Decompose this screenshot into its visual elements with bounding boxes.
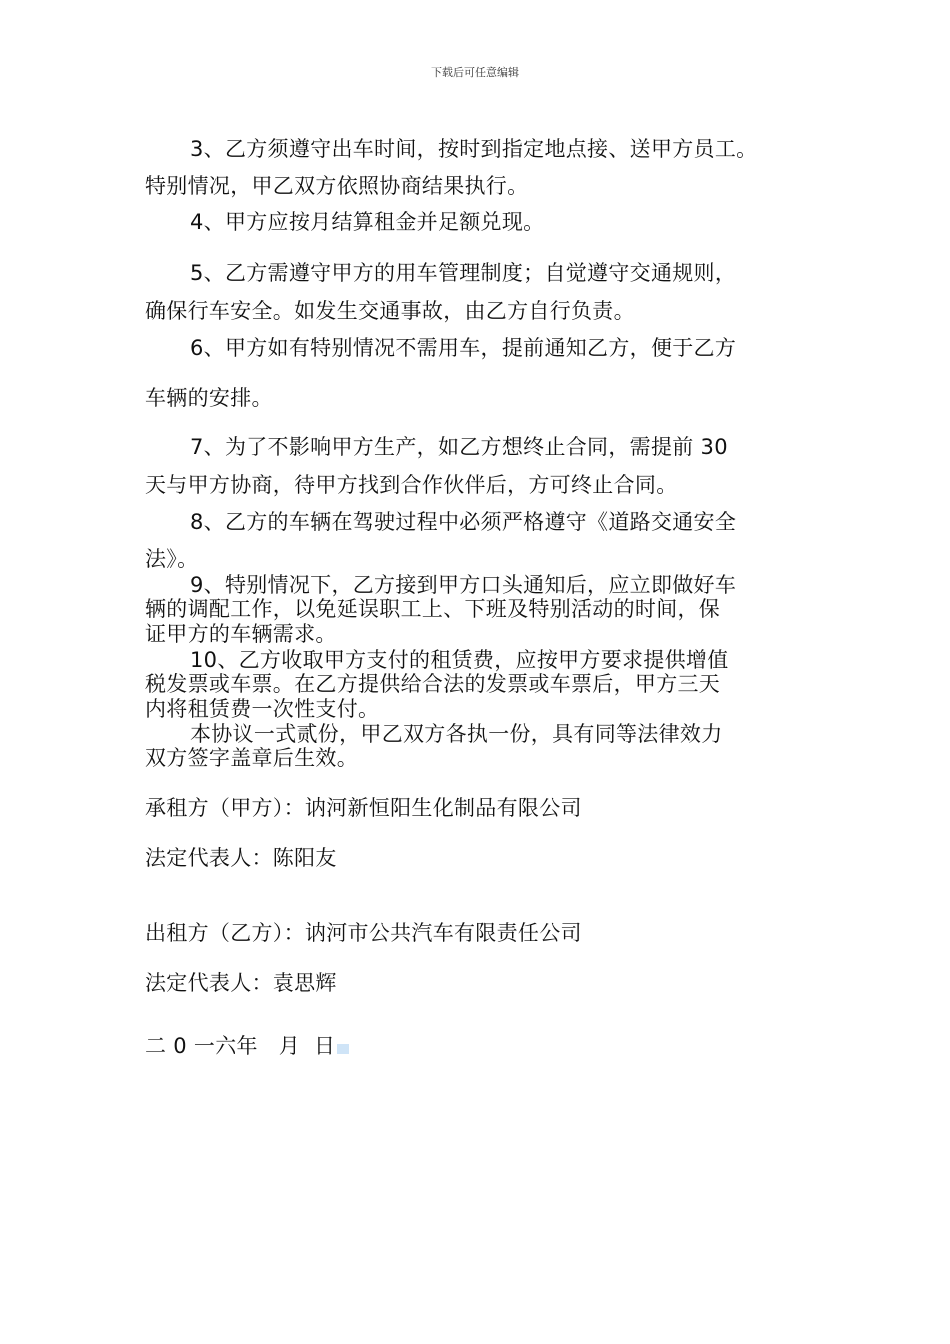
clause-10-line-3: 内将租赁费一次性支付。	[145, 697, 380, 721]
signing-date: 二 0 一六年 月 日	[145, 1034, 336, 1058]
clause-5-line-2: 确保行车安全。如发生交通事故，由乙方自行负责。	[145, 299, 635, 323]
clause-8-line-2: 法》。	[145, 547, 199, 571]
page-header: 下载后可任意编辑	[431, 66, 519, 79]
clause-10-line-1: 10、乙方收取甲方支付的租赁费，应按甲方要求提供增值	[190, 648, 729, 672]
lessee-party: 承租方（甲方）：讷河新恒阳生化制品有限公司	[145, 796, 582, 820]
lessor-party: 出租方（乙方）：讷河市公共汽车有限责任公司	[145, 921, 582, 945]
clause-9-line-1: 9、特别情况下，乙方接到甲方口头通知后，应立即做好车	[190, 573, 737, 597]
clause-3-line-1: 3、乙方须遵守出车时间，按时到指定地点接、送甲方员工。	[190, 137, 758, 161]
lessee-representative: 法定代表人：陈阳友	[145, 846, 337, 870]
lessor-representative: 法定代表人：袁思辉	[145, 971, 337, 995]
clause-10-line-2: 税发票或车票。在乙方提供给合法的发票或车票后，甲方三天	[145, 672, 721, 696]
clause-5-line-1: 5、乙方需遵守甲方的用车管理制度；自觉遵守交通规则，	[190, 261, 737, 285]
clause-7-line-1: 7、为了不影响甲方生产，如乙方想终止合同，需提前 30	[190, 435, 728, 459]
clause-6-line-2: 车辆的安排。	[145, 386, 273, 410]
clause-9-line-3: 证甲方的车辆需求。	[145, 622, 337, 646]
clause-8-line-1: 8、乙方的车辆在驾驶过程中必须严格遵守《道路交通安全	[190, 510, 737, 534]
signing-date-line	[145, 1032, 349, 1060]
clause-9-line-2: 辆的调配工作，以免延误职工上、下班及特别活动的时间，保	[145, 597, 721, 621]
clause-3-line-2: 特别情况，甲乙双方依照协商结果执行。	[145, 174, 529, 198]
clause-6-line-1: 6、甲方如有特别情况不需用车，提前通知乙方，便于乙方	[190, 336, 737, 360]
text-cursor-marker	[337, 1044, 349, 1054]
clause-7-line-2: 天与甲方协商，待甲方找到合作伙伴后，方可终止合同。	[145, 473, 678, 497]
final-clause-line-1: 本协议一式贰份，甲乙双方各执一份，具有同等法律效力	[190, 722, 723, 746]
final-clause-line-2: 双方签字盖章后生效。	[145, 746, 358, 770]
clause-4: 4、甲方应按月结算租金并足额兑现。	[190, 210, 545, 234]
